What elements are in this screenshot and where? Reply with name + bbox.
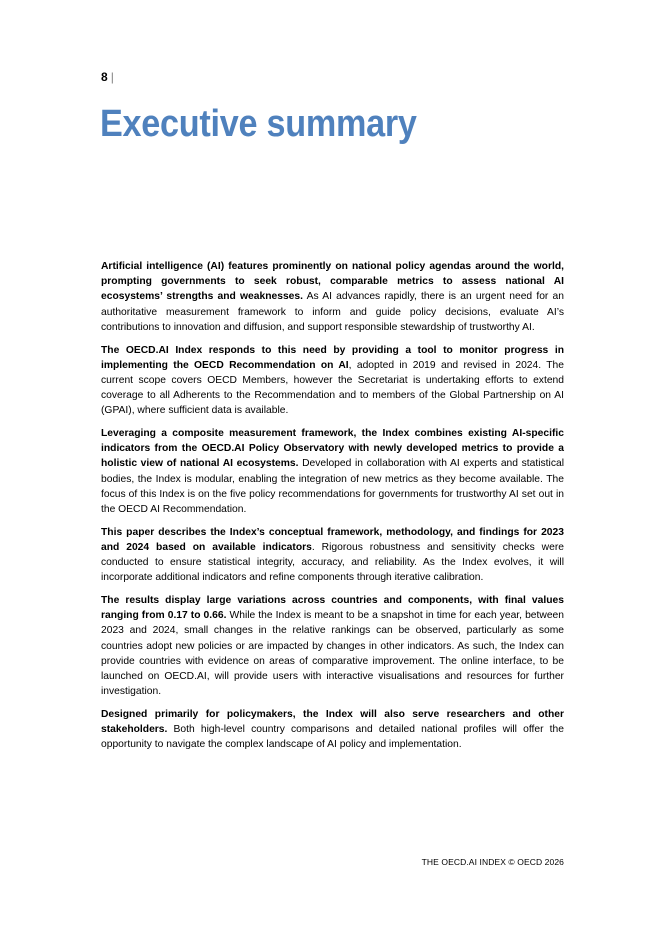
paragraph-audience <box>101 707 564 753</box>
paragraph-text: As AI advances rapidly, there is an urgent need for an authoritative measurement framework to inform and guide policy decisions, evaluate AI’s contributions to innovation and diffusion, and support responsible stewardship of trustworthy AI. <box>101 291 564 333</box>
paragraph-index-purpose <box>101 343 564 419</box>
summary-body <box>101 259 564 760</box>
paragraph-lead: Leveraging a composite measurement framework, the Index combines existing AI-specific indicators from the OECD.AI Policy Observatory with newly developed metrics to provide a holistic view of national AI ecosystems. <box>101 428 564 470</box>
paragraph-methodology <box>101 525 564 586</box>
paragraph-ai-agendas <box>101 259 564 335</box>
paragraph-text: Both high-level country comparisons and detailed national profiles will offer the opportunity to navigate the complex landscape of AI policy and implementation. <box>101 724 564 751</box>
page-number-value: 8 <box>101 70 108 84</box>
paragraph-lead: Designed primarily for policymakers, the Index will also serve researchers and other stakeholders. <box>101 708 564 736</box>
paragraph-framework <box>101 426 564 517</box>
paragraph-text: , adopted in 2019 and revised in 2024. The current scope covers OECD Members, however the Secretariat is undertaking efforts to extend coverage to all Adherents to the Recommendation and to members of the Global Partnership on AI (GPAI), where sufficient data is available. <box>101 359 564 417</box>
paragraph-results <box>101 593 564 699</box>
paragraph-lead: The OECD.AI Index responds to this need by providing a tool to monitor progress in implementing the OECD Recommendation on AI <box>101 344 564 371</box>
paragraph-text: Developed in collaboration with AI experts and statistical bodies, the Index is modular, enabling the integration of new metrics as they become available. The focus of this Index is on the five policy recommendations for governments for trustworthy AI set out in the OECD AI Recommendation. <box>101 458 564 516</box>
page-number <box>101 70 114 84</box>
page-number-separator: | <box>110 70 114 84</box>
paragraph-lead: This paper describes the Index’s conceptual framework, methodology, and findings for 2023 and 2024 based on available indicators <box>101 526 564 553</box>
paragraph-text: . Rigorous robustness and sensitivity checks were conducted to ensure statistical integrity, accuracy, and reliability. As the Index evolves, it will incorporate additional indicators and refine components through iterative calibration. <box>101 541 564 584</box>
paragraph-text: While the Index is meant to be a snapshot in time for each year, between 2023 and 2024, small changes in the relative rankings can be observed, particularly as some countries adopt new policies or are impacted by changes in other indicators. As such, the Index can provide countries with evidence on areas of comparative improvement. The online interface, to be launched on OECD.AI, will provide users with interactive visualisations and resources for further investigation. <box>101 610 564 698</box>
paragraph-lead: Artificial intelligence (AI) features prominently on national policy agendas around the world, prompting governments to seek robust, comparable metrics to assess national AI ecosystems’ strengths and weaknesses. <box>101 261 564 303</box>
page-footer: THE OECD.AI INDEX © OECD 2026 <box>421 857 564 867</box>
paragraph-lead: The results display large variations across countries and components, with final values ranging from 0.17 to 0.66. <box>101 595 564 622</box>
page-title: Executive summary <box>100 103 417 145</box>
